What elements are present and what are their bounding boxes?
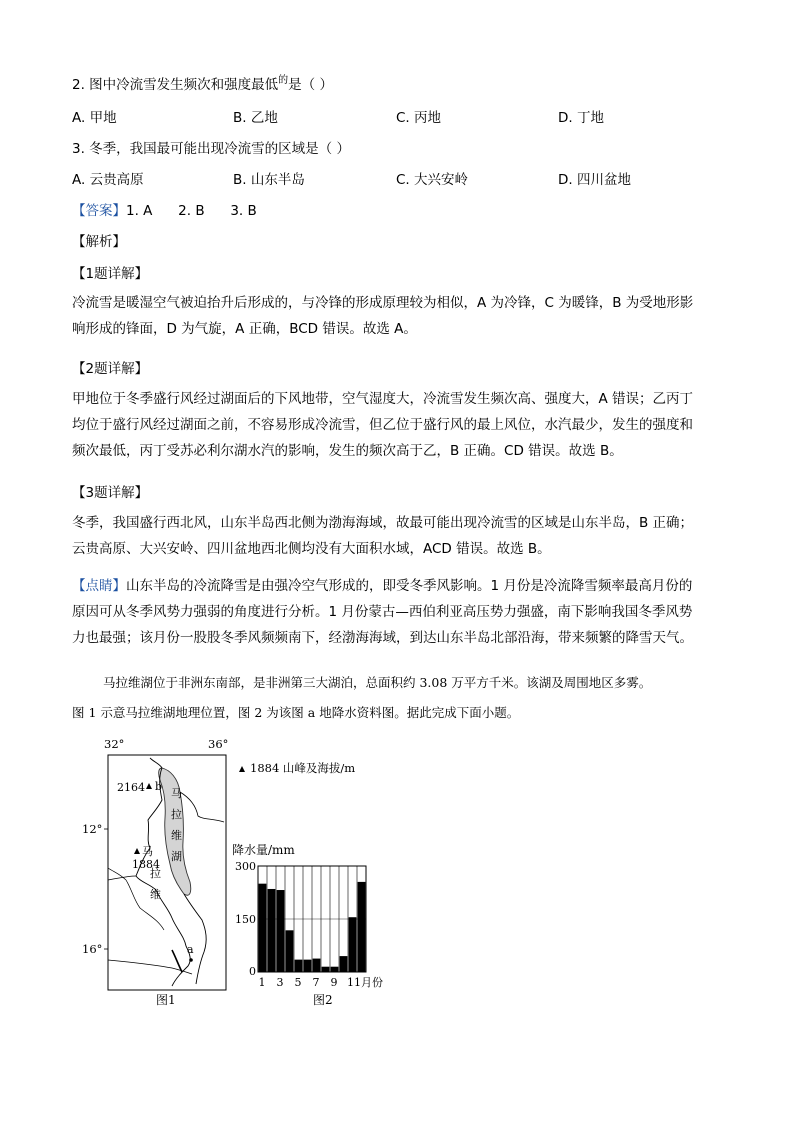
y-tick-label-150: 150	[235, 913, 256, 926]
bar-month-10	[340, 956, 348, 972]
country-char-1: 马	[142, 845, 153, 858]
d1-line: 冷流雪是暖湿空气被迫抬升后形成的，与冷锋的形成原理较为相似，A 为冷锋，C 为暖锋，B 为受地形影	[72, 295, 694, 311]
lat-16-label: 16°	[82, 942, 103, 956]
bar-month-5	[295, 960, 303, 972]
border-east-upper	[180, 792, 224, 822]
y-tick-label-0: 0	[249, 965, 256, 978]
q2-option-a: A. 甲地	[72, 110, 117, 126]
figure-1-map	[82, 737, 228, 1007]
q3-option-b: B. 山东半岛	[233, 172, 305, 188]
d2-line: 甲地位于冬季盛行风经过湖面后的下风地带，空气湿度大，冷流雪发生频次高、强度大，A 错误；乙丙丁	[72, 391, 694, 407]
q3-option-a: A. 云贵高原	[72, 172, 144, 188]
d1-tag: 【1题详解】	[72, 266, 149, 282]
d3-tag: 【3题详解】	[72, 485, 149, 501]
d1-line: 响形成的锋面，D 为气旋，A 正确，BCD 错误。故选 A。	[72, 321, 417, 337]
d2-line: 频次最低，丙丁受苏必利尔湖水汽的影响，发生的频次高于乙，B 正确。CD 错误。故选 B。	[72, 443, 623, 459]
x-tick-label: 5	[294, 976, 302, 989]
d3-line: 冬季，我国盛行西北风，山东半岛西北侧为渤海海域，故最可能出现冷流雪的区域是山东半岛，B 正确；	[72, 515, 694, 531]
q2-option-b: B. 乙地	[233, 110, 278, 126]
x-tick-label: 1	[258, 976, 266, 989]
tips-line: 力也最强；该月份一股股冬季风频频南下，经渤海海域，到达山东半岛北部沿海，带来频繁的降雪天气。	[72, 630, 693, 646]
fig2-caption: 图2	[313, 993, 333, 1007]
analysis-tag: 【解析】	[72, 234, 126, 250]
bar-month-1	[259, 884, 267, 972]
q2-stem-text: 2. 图中冷流雪发生频次和强度最低	[72, 77, 279, 93]
bar-month-9	[331, 967, 339, 972]
point-a-dot	[189, 958, 193, 962]
bar-month-11	[349, 917, 357, 972]
q3-option-d: D. 四川盆地	[558, 172, 631, 188]
figure-2-chart	[232, 842, 383, 1007]
d3-line: 云贵高原、大兴安岭、四川盆地西北侧均没有大面积水域，ACD 错误。故选 B。	[72, 541, 551, 557]
q2-option-c: C. 丙地	[396, 110, 442, 126]
country-border-east	[184, 894, 206, 984]
answer-tag: 【答案】	[72, 203, 126, 219]
bar-month-8	[322, 967, 330, 972]
bar-month-6	[304, 960, 312, 972]
answer-values: 1. A 2. B 3. B	[126, 203, 257, 219]
lake-char-3: 维	[171, 829, 182, 842]
country-char-3: 维	[150, 888, 161, 901]
intro-line-2: 图 1 示意马拉维湖地理位置，图 2 为该图 a 地降水资料图。据此完成下面小题。	[72, 705, 520, 720]
y-tick-label-300: 300	[235, 860, 256, 873]
peak-b-label: b	[155, 780, 163, 793]
lon-36-label: 36°	[208, 737, 229, 751]
bar-month-4	[286, 930, 294, 972]
peak-b-icon	[146, 783, 152, 789]
peak-1884-icon	[134, 848, 140, 854]
fig1-caption: 图1	[156, 993, 176, 1007]
peak-2164-elev: 2164	[117, 781, 145, 794]
bar-month-2	[268, 889, 276, 972]
q2-stem-end: 是（ ）	[288, 77, 333, 93]
bar-month-3	[277, 890, 285, 972]
bar-month-7	[313, 959, 321, 972]
lake-char-4: 湖	[171, 850, 182, 863]
legend-text: 1884 山峰及海拔/m	[250, 761, 356, 775]
d2-tag: 【2题详解】	[72, 361, 149, 377]
x-tick-label: 11月份	[347, 976, 383, 989]
q2-stem-tail: 的	[278, 75, 289, 86]
lake-char-1: 马	[171, 787, 182, 800]
point-a-label: a	[187, 943, 194, 956]
bar-month-12	[358, 882, 366, 972]
chart-ylabel: 降水量/mm	[232, 843, 295, 857]
peak-1884-elev: 1884	[132, 858, 160, 871]
q3-option-c: C. 大兴安岭	[396, 172, 469, 188]
d2-line: 均位于盛行风经过湖面之前，不容易形成冷流雪，但乙位于盛行风的最上风位，水汽最少，发生的强度和	[72, 417, 693, 433]
country-char-2: 拉	[150, 867, 161, 880]
q2-option-d: D. 丁地	[558, 110, 604, 126]
x-tick-label: 9	[330, 976, 338, 989]
q3-stem: 3. 冬季，我国最可能出现冷流雪的区域是（ ）	[72, 141, 350, 157]
intro-line-1: 马拉维湖位于非洲东南部，是非洲第三大湖泊，总面积约 3.08 万平方千米。该湖及周围地区多雾。	[103, 675, 652, 690]
x-tick-label: 7	[312, 976, 320, 989]
legend-peak-icon	[239, 766, 245, 772]
lake-char-2: 拉	[171, 808, 182, 821]
lon-32-label: 32°	[104, 737, 125, 751]
tips-line: 原因可从冬季风势力强弱的角度进行分析。1 月份蒙古—西伯利亚高压势力强盛，南下影响我国冬季风势	[72, 604, 693, 620]
tips-line: 山东半岛的冷流降雪是由强冷空气形成的，即受冬季风影响。1 月份是冷流降雪频率最高月份的	[126, 578, 693, 594]
lat-12-label: 12°	[82, 822, 103, 836]
tips-tag: 【点睛】	[72, 578, 126, 594]
x-tick-label: 3	[276, 976, 284, 989]
